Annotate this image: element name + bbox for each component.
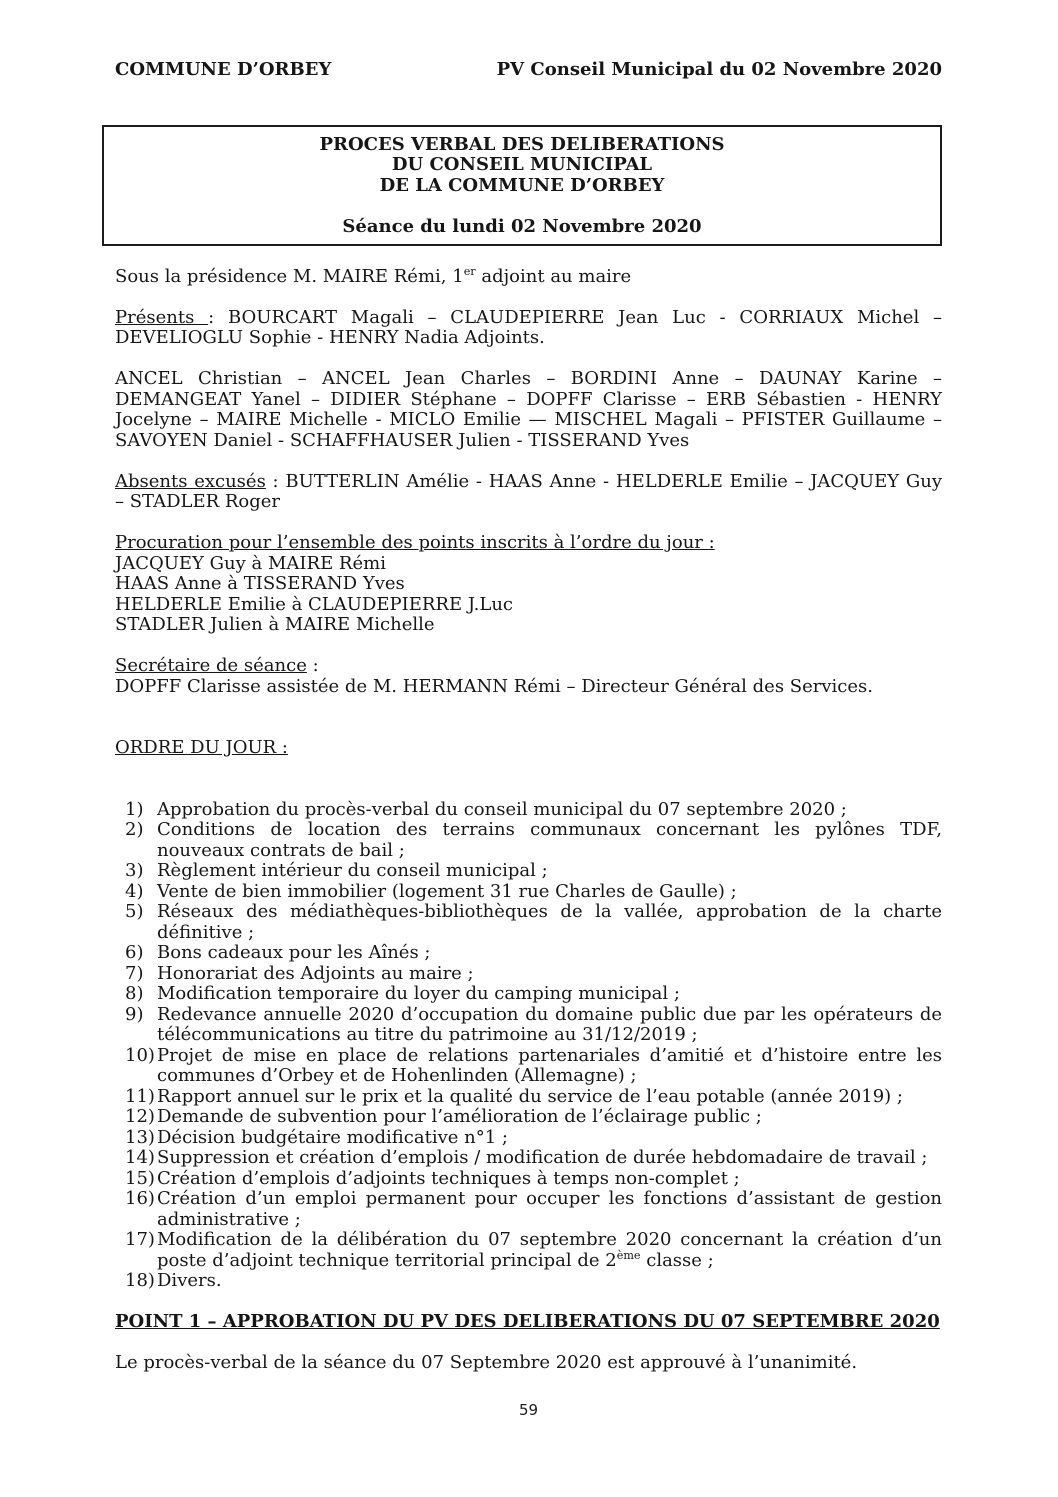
agenda-item-text: Bons cadeaux pour les Aînés ; xyxy=(157,942,431,963)
agenda-item xyxy=(115,1169,942,1190)
agenda-list xyxy=(115,800,942,1292)
header-right-pv-title: PV Conseil Municipal du 02 Novembre 2020 xyxy=(496,59,942,80)
agenda-item xyxy=(115,861,942,882)
secretaire-label: Secrétaire de séance xyxy=(115,655,307,676)
agenda-item-number: 1) xyxy=(125,798,144,820)
presents-separator: : xyxy=(208,306,228,328)
title-line-1: PROCES VERBAL DES DELIBERATIONS xyxy=(319,133,725,155)
absents-label: Absents excusés xyxy=(115,470,266,492)
agenda-item-text: Projet de mise en place de relations partenariales d’amitié et d’histoire entre les communes d’Orbey et de Hohenlinden (Allemagne) ; xyxy=(157,1044,942,1086)
presents-label: Présents xyxy=(115,306,209,328)
title-box-spacer xyxy=(114,196,930,217)
agenda-item-number: 11) xyxy=(125,1085,155,1107)
agenda-item xyxy=(115,964,942,985)
presents-names: BOURCART Magali – CLAUDEPIERRE Jean Luc - CORRIAUX Michel – DEVELIOGLU Sophie - HENRY Nadia Adjoints. xyxy=(115,306,942,348)
absents-separator: : xyxy=(265,470,286,492)
procuration-line: HELDERLE Emilie à CLAUDEPIERRE J.Luc xyxy=(115,593,513,615)
secretaire-separator: : xyxy=(306,655,319,676)
agenda-item-text: Divers. xyxy=(157,1270,222,1291)
agenda-item xyxy=(115,1107,942,1128)
agenda-item xyxy=(115,1189,942,1230)
agenda-item xyxy=(115,1271,942,1292)
agenda-item-number: 17) xyxy=(125,1229,155,1250)
agenda-item xyxy=(115,1148,942,1169)
agenda-item-text: Vente de bien immobilier (logement 31 rue Charles de Gaulle) ; xyxy=(157,880,737,902)
title-line-3: DE LA COMMUNE D’ORBEY xyxy=(379,174,665,196)
presidence-line xyxy=(115,264,942,288)
agenda-item-number: 16) xyxy=(125,1188,155,1209)
agenda-item xyxy=(115,984,942,1005)
agenda-item-text: Approbation du procès-verbal du conseil municipal du 07 septembre 2020 ; xyxy=(157,798,847,820)
agenda-item-text: classe ; xyxy=(640,1249,714,1271)
document-header xyxy=(115,60,942,81)
procuration-line: STADLER Julien à MAIRE Michelle xyxy=(115,614,435,635)
agenda-item-text: Demande de subvention pour l’amélioration de l’éclairage public ; xyxy=(157,1106,762,1127)
procuration-section xyxy=(115,533,942,636)
agenda-item-number: 13) xyxy=(125,1126,155,1148)
agenda-item-number: 6) xyxy=(125,942,144,963)
header-left-commune: COMMUNE D’ORBEY xyxy=(115,59,332,80)
absents-names: BUTTERLIN Amélie - HAAS Anne - HELDERLE Emilie – JACQUEY Guy – STADLER Roger xyxy=(115,470,942,512)
agenda-item xyxy=(115,902,942,943)
presidence-text: Sous la présidence M. MAIRE Rémi, 1 xyxy=(115,265,464,287)
agenda-item xyxy=(115,1128,942,1149)
procuration-label: Procuration pour l’ensemble des points inscrits à l’ordre du jour : xyxy=(115,532,715,553)
agenda-item-superscript: ème xyxy=(616,1248,641,1262)
agenda-item-text: Rapport annuel sur le prix et la qualité du service de l’eau potable (année 2019) ; xyxy=(157,1085,903,1107)
agenda-item-text: Honorariat des Adjoints au maire ; xyxy=(157,962,474,984)
agenda-item-text: Modification de la délibération du 07 septembre 2020 concernant la création d’un poste d’adjoint technique territorial principal de 2 xyxy=(157,1229,942,1271)
agenda-item xyxy=(115,820,942,861)
agenda-item-text: Création d’un emploi permanent pour occuper les fonctions d’assistant de gestion administrative ; xyxy=(157,1188,942,1230)
agenda-item-text: Décision budgétaire modificative n°1 ; xyxy=(157,1126,508,1148)
agenda-heading: ORDRE DU JOUR : xyxy=(115,737,288,758)
agenda-item xyxy=(115,882,942,903)
agenda-item-text: Règlement intérieur du conseil municipal ; xyxy=(157,860,548,881)
procuration-line: JACQUEY Guy à MAIRE Rémi xyxy=(115,552,386,574)
agenda-item-text: Redevance annuelle 2020 d’occupation du domaine public due par les opérateurs de télécommunications au titre du patrimoine au 31/12/2019 ; xyxy=(157,1003,942,1045)
agenda-item-text: Conditions de location des terrains communaux concernant les pylônes TDF, nouveaux contrats de bail ; xyxy=(157,819,942,861)
presidence-superscript: er xyxy=(463,264,476,278)
page-number: 59 xyxy=(518,1400,539,1419)
agenda-item xyxy=(115,1046,942,1087)
agenda-item xyxy=(115,1087,942,1108)
agenda-item-number: 12) xyxy=(125,1106,155,1127)
agenda-item-text: Création d’emplois d’adjoints techniques à temps non-complet ; xyxy=(157,1167,740,1189)
procuration-line: HAAS Anne à TISSERAND Yves xyxy=(115,573,405,594)
absents-paragraph xyxy=(115,472,942,513)
agenda-item-number: 8) xyxy=(125,983,144,1004)
secretaire-text: DOPFF Clarisse assistée de M. HERMANN Rémi – Directeur Général des Services. xyxy=(115,675,873,697)
agenda-item-text: Suppression et création d’emplois / modification de durée hebdomadaire de travail ; xyxy=(157,1147,928,1168)
secretaire-section xyxy=(115,656,942,697)
agenda-item-text: Réseaux des médiathèques-bibliothèques de la vallée, approbation de la charte définitive ; xyxy=(157,901,942,943)
title-box xyxy=(102,125,942,247)
agenda-item xyxy=(115,800,942,821)
agenda-item xyxy=(115,1230,942,1271)
presidence-text-suffix: adjoint au maire xyxy=(475,265,632,287)
agenda-item-number: 14) xyxy=(125,1147,155,1168)
point1-heading: POINT 1 – APPROBATION DU PV DES DELIBERATIONS DU 07 SEPTEMBRE 2020 xyxy=(115,1311,940,1332)
agenda-item-number: 15) xyxy=(125,1167,155,1189)
agenda-item-number: 5) xyxy=(125,901,144,922)
seance-date-line: Séance du lundi 02 Novembre 2020 xyxy=(342,215,702,237)
agenda-item-number: 3) xyxy=(125,860,144,881)
agenda-item xyxy=(115,1005,942,1046)
agenda-item-number: 18) xyxy=(125,1270,155,1291)
agenda-item xyxy=(115,943,942,964)
conseillers-paragraph: ANCEL Christian – ANCEL Jean Charles – BORDINI Anne – DAUNAY Karine – DEMANGEAT Yanel – DIDIER Stéphane – DOPFF Clarisse – ERB Sébastien - HENRY Jocelyne – MAIRE Michelle - MICLO Emilie — MISCHEL Magali – PFISTER Guillaume – SAVOYEN Daniel - SCHAFFHAUSER Julien - TISSERAND Yves xyxy=(115,368,942,451)
presents-paragraph xyxy=(115,308,942,349)
agenda-item-number: 2) xyxy=(125,819,144,840)
agenda-item-number: 4) xyxy=(125,880,144,902)
agenda-item-number: 10) xyxy=(125,1044,155,1066)
title-line-2: DU CONSEIL MUNICIPAL xyxy=(391,154,653,175)
point1-body: Le procès-verbal de la séance du 07 Septembre 2020 est approuvé à l’unanimité. xyxy=(115,1352,858,1373)
agenda-item-text: Modification temporaire du loyer du camping municipal ; xyxy=(157,983,680,1004)
agenda-item-number: 7) xyxy=(125,962,144,984)
agenda-item-number: 9) xyxy=(125,1003,144,1025)
